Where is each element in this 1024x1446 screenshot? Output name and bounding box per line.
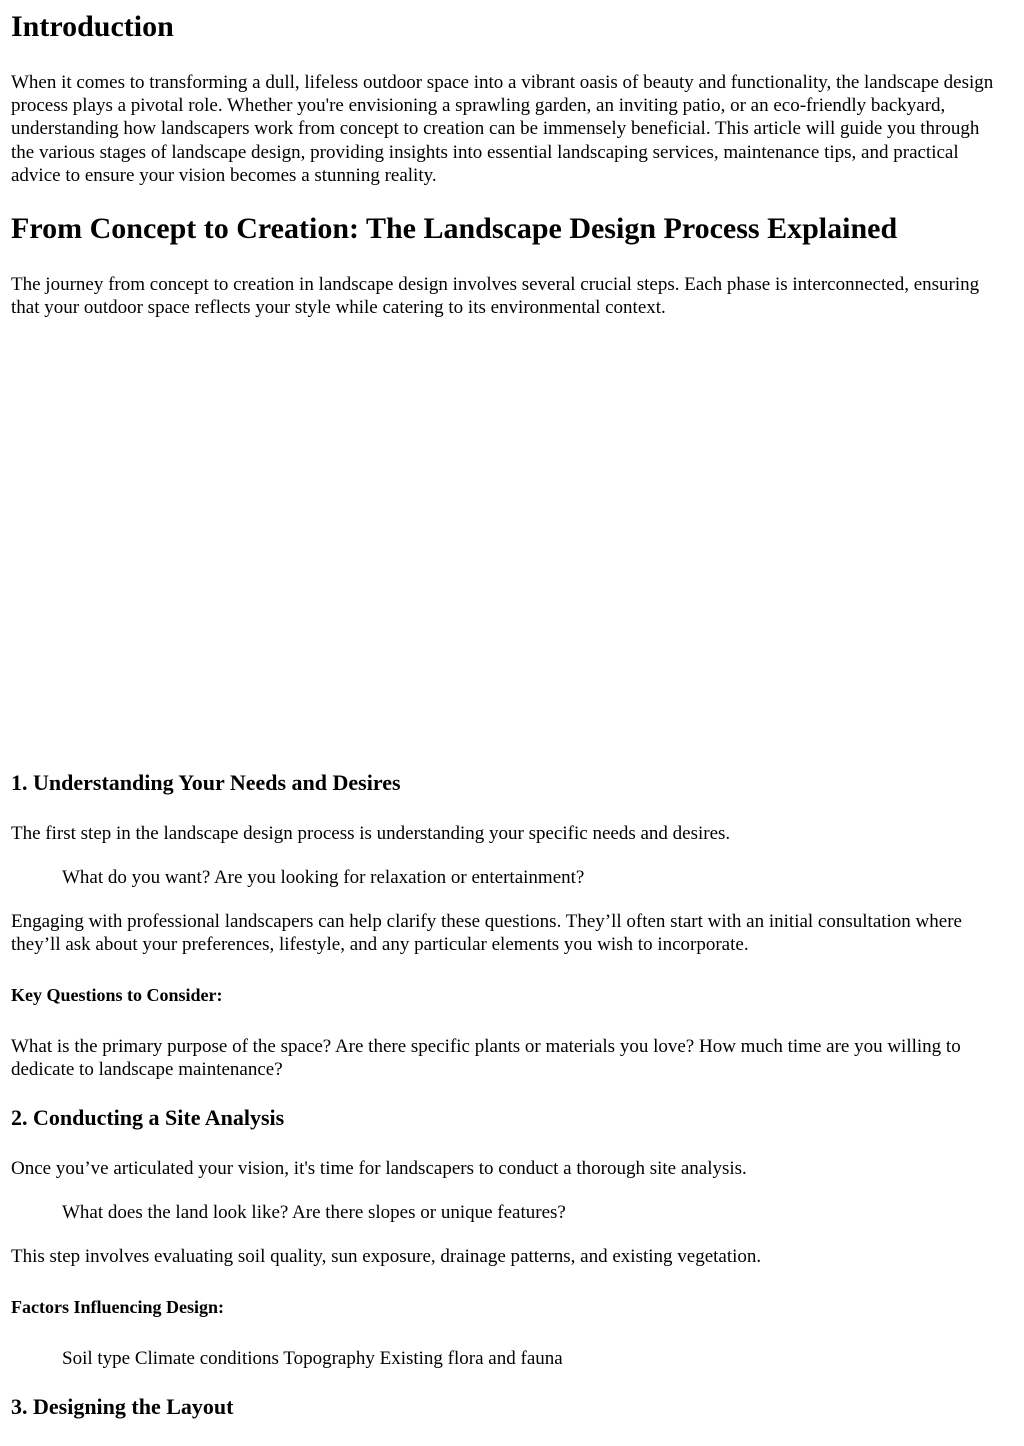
intro-paragraph: When it comes to transforming a dull, lifeless outdoor space into a vibrant oasis of beauty and functionality, the landscape design process plays a pivotal role. Whether you're envisioning a sprawling garden, an inviting patio, or an eco-friendly backyard, understanding how landscapers work from concept to creation can be immensely beneficial. This article will guide you through the various stages of landscape design, providing insights into essential landscaping services, maintenance tips, and practical advice to ensure your vision becomes a stunning reality. (11, 72, 994, 186)
section1-subheading: Key Questions to Consider: (11, 985, 223, 1005)
section2-paragraph: Once you’ve articulated your vision, it's time for landscapers to conduct a thorough site analysis. (11, 1158, 747, 1179)
section3-heading: 3. Designing the Layout (11, 1394, 234, 1419)
intro-heading: Introduction (11, 10, 174, 43)
main-paragraph: The journey from concept to creation in landscape design involves several crucial steps. Each phase is interconnected, ensuring that your outdoor space reflects your style while catering to its environmental context. (11, 274, 980, 319)
section2-list-2: Soil type Climate conditions Topography Existing flora and fauna (62, 1348, 563, 1369)
section2-list: What does the land look like? Are there slopes or unique features? (62, 1202, 566, 1223)
section2-subheading: Factors Influencing Design: (11, 1297, 224, 1317)
media-placeholder (11, 330, 991, 750)
main-heading: From Concept to Creation: The Landscape Design Process Explained (11, 212, 898, 245)
section2-paragraph-2: This step involves evaluating soil quality, sun exposure, drainage patterns, and existing vegetation. (11, 1246, 762, 1267)
section1-paragraph: The first step in the landscape design process is understanding your specific needs and desires. (11, 823, 731, 844)
section1-heading: 1. Understanding Your Needs and Desires (11, 770, 401, 795)
section1-list: What do you want? Are you looking for relaxation or entertainment? (62, 867, 585, 888)
section1-paragraph-3: What is the primary purpose of the space? Are there specific plants or materials you love? How much time are you willing to dedicate to landscape maintenance? (11, 1036, 961, 1081)
section2-heading: 2. Conducting a Site Analysis (11, 1105, 285, 1130)
section1-paragraph-2: Engaging with professional landscapers can help clarify these questions. They’ll often start with an initial consultation where they’ll ask about your preferences, lifestyle, and any particular elements you wish to incorporate. (11, 911, 962, 956)
